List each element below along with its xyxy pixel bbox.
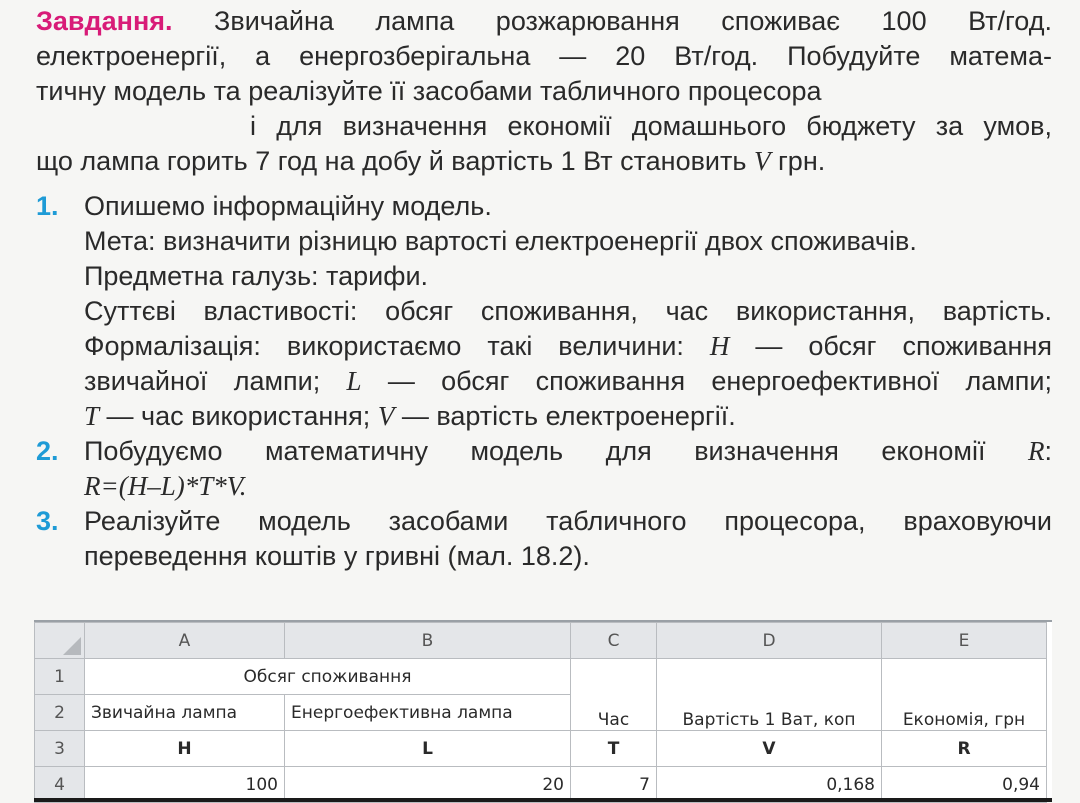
cell-a3[interactable]: H (85, 731, 285, 767)
column-header-a[interactable]: A (85, 623, 285, 659)
cell-d4[interactable]: 0,168 (657, 767, 882, 803)
task-keyword: Завдання. (36, 6, 173, 36)
spreadsheet-table (34, 622, 1047, 803)
var-t: T (84, 401, 100, 431)
step-1-formal-3 (84, 399, 1052, 434)
step-1 (36, 189, 1052, 434)
row-header-4[interactable]: 4 (35, 767, 85, 803)
step-1-domain: Предметна галузь: тарифи. (84, 261, 429, 291)
text-part: — обсяг споживання (729, 331, 1052, 361)
spreadsheet-figure (34, 620, 1052, 802)
text-part: : (1044, 436, 1052, 466)
column-header-row (35, 623, 1047, 659)
cell-d3[interactable]: V (657, 731, 882, 767)
task-var-v: V (753, 146, 771, 176)
row-header-3[interactable]: 3 (35, 731, 85, 767)
step-1-formal-1 (84, 329, 1052, 364)
cell-b3[interactable]: L (285, 731, 571, 767)
column-header-e[interactable]: E (882, 623, 1047, 659)
cell-c3[interactable]: T (571, 731, 657, 767)
cell-e3[interactable]: R (882, 731, 1047, 767)
cell-b2[interactable]: Енергоефективна лампа (285, 695, 571, 731)
cell-d2[interactable]: Вартість 1 Ват, коп (657, 659, 882, 731)
step-1-goal: Мета: визначити різницю вартості електроенергії двох споживачів. (84, 226, 917, 256)
cell-e2[interactable]: Економія, грн (882, 659, 1047, 731)
step-number: 2. (36, 436, 59, 466)
table-row (35, 731, 1047, 767)
task-paragraph (36, 4, 1052, 179)
text-part: — час використання; (99, 401, 378, 431)
step-2-text (84, 434, 1052, 469)
merged-header-cell[interactable]: Обсяг споживання (85, 659, 571, 695)
text-part: — вартість електроенергії. (394, 401, 736, 431)
bottom-edge-bar (34, 798, 1052, 802)
text-part: звичайної лампи; (84, 366, 347, 396)
row-header-2[interactable]: 2 (35, 695, 85, 731)
cell-c4[interactable]: 7 (571, 767, 657, 803)
step-3 (36, 504, 1052, 574)
step-1-properties: Суттєві властивості: обсяг споживання, час використання, вартість. (84, 296, 1052, 326)
task-line-2: електроенергії, а енергозберігальна — 20 Вт/год. Побудуйте матема- (36, 41, 1052, 71)
text-part: Побудуємо математичну модель для визначення економії (84, 436, 1028, 466)
step-1-formal-2 (84, 364, 1052, 399)
steps-list (36, 189, 1052, 574)
cell-c2[interactable]: Час (571, 659, 657, 731)
step-3-line-2: переведення коштів у гривні (мал. 18.2). (84, 541, 590, 571)
select-all-corner[interactable] (35, 623, 85, 659)
var-v: V (377, 401, 395, 431)
var-h: H (709, 331, 730, 361)
task-text-1: Звичайна лампа розжарювання споживає 100 Вт/год. (214, 6, 1052, 36)
step-1-title: Опишемо інформаційну модель. (84, 191, 492, 221)
var-l: L (346, 366, 362, 396)
step-2-formula: R=(H–L)*T*V. (84, 471, 247, 501)
column-header-c[interactable]: C (571, 623, 657, 659)
column-header-d[interactable]: D (657, 623, 882, 659)
cell-b4[interactable]: 20 (285, 767, 571, 803)
cell-e4[interactable]: 0,94 (882, 767, 1047, 803)
row-header-1[interactable]: 1 (35, 659, 85, 695)
table-row (35, 659, 1047, 695)
task-text-5b: грн. (770, 146, 826, 176)
column-header-b[interactable]: B (285, 623, 571, 659)
cell-a2[interactable]: Звичайна лампа (85, 695, 285, 731)
step-number: 3. (36, 506, 59, 536)
task-line-4: і для визначення економії домашнього бюджету за умов, (250, 111, 1052, 141)
task-line-5 (36, 144, 1052, 179)
text-part: Формалізація: використаємо такі величини: (84, 331, 710, 361)
cell-a4[interactable]: 100 (85, 767, 285, 803)
text-part: — обсяг споживання енергоефективної лампи; (361, 366, 1052, 396)
task-line-1 (36, 4, 1052, 39)
step-number: 1. (36, 191, 59, 221)
var-r: R (1027, 436, 1045, 466)
task-line-3: тичну модель та реалізуйте її засобами табличного процесора (36, 76, 822, 106)
step-3-line-1: Реалізуйте модель засобами табличного процесора, враховуючи (84, 506, 1052, 536)
step-2 (36, 434, 1052, 504)
task-text-5a: що лампа горить 7 год на добу й вартість 1 Вт становить (36, 146, 754, 176)
textbook-text (36, 4, 1052, 574)
